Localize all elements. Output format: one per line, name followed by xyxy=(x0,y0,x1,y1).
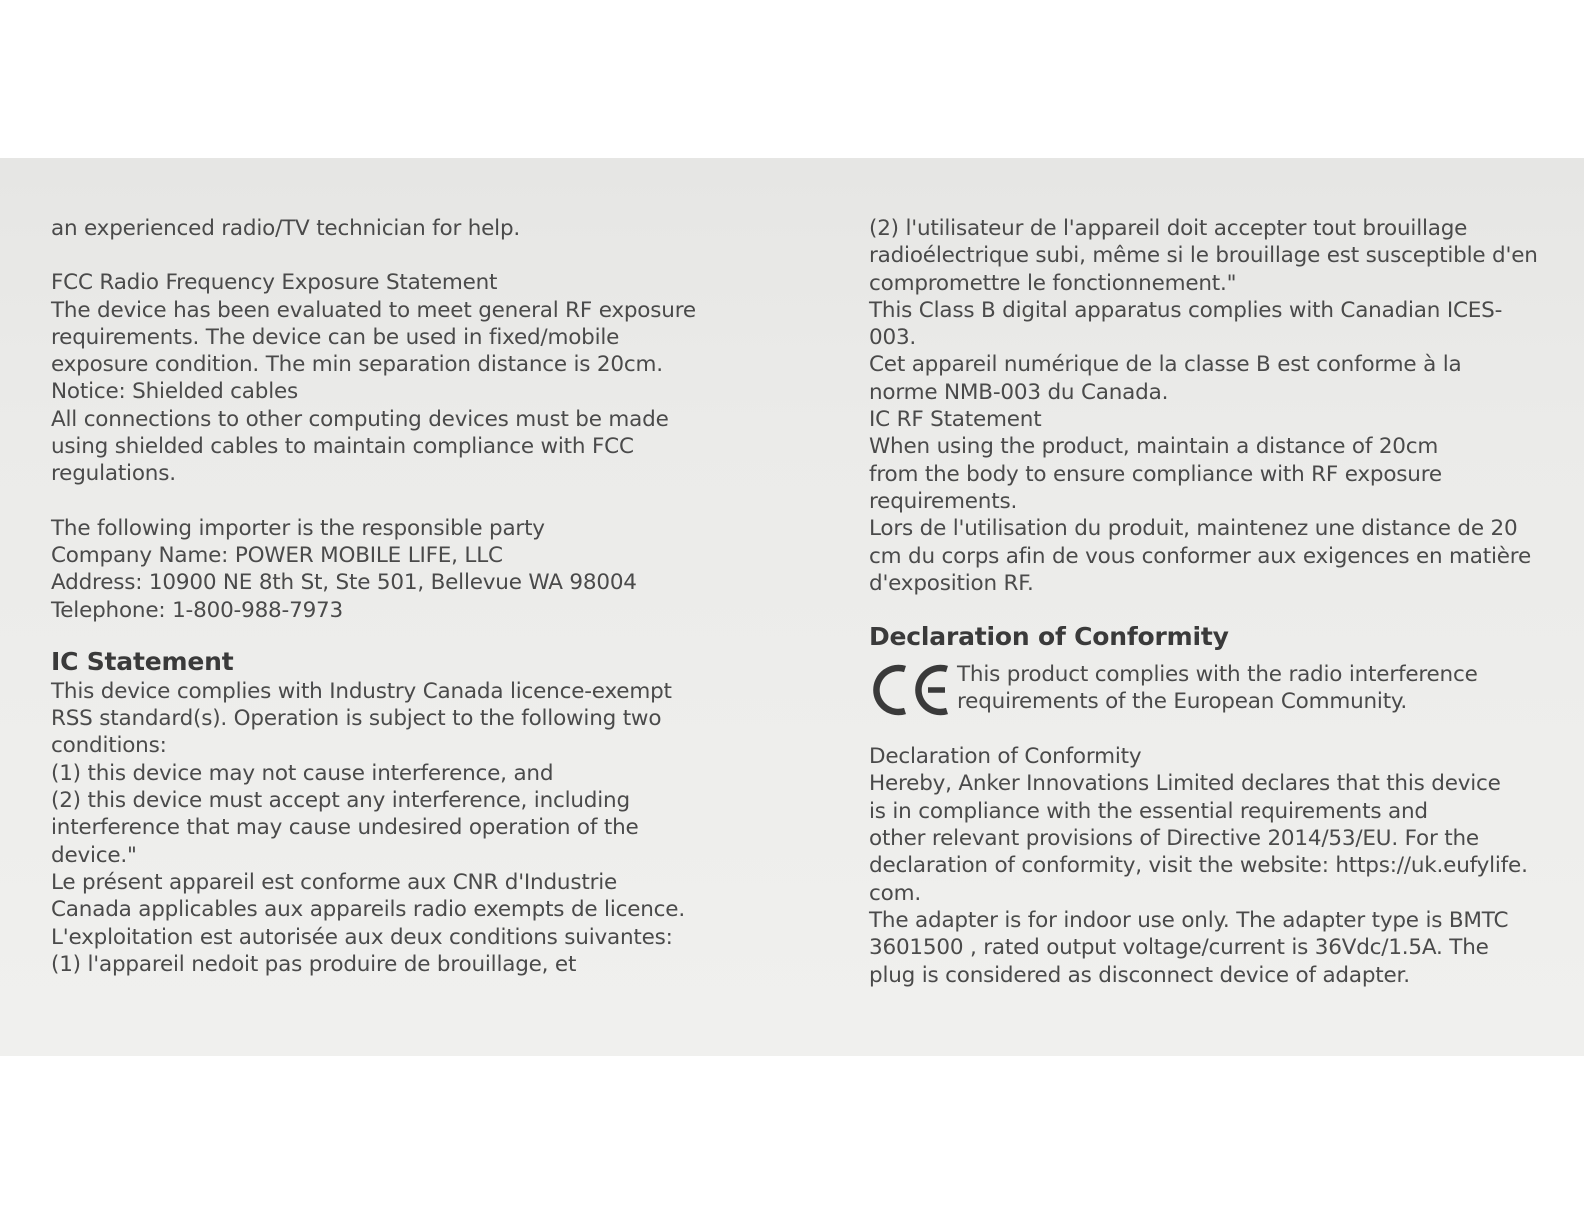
text-line: exposure condition. The min separation distance is 20cm. xyxy=(51,352,663,378)
text-line: (2) this device must accept any interference, including xyxy=(51,788,630,814)
text-line: from the body to ensure compliance with RF exposure xyxy=(869,461,1442,487)
text-line: regulations. xyxy=(51,461,176,487)
ce-mark-icon xyxy=(871,661,953,717)
text-line: plug is considered as disconnect device of adapter. xyxy=(869,962,1410,988)
text-line: The device has been evaluated to meet general RF exposure xyxy=(51,297,696,323)
text-line: Hereby, Anker Innovations Limited declares that this device xyxy=(869,771,1501,797)
company-address: Address: 10900 NE 8th St, Ste 501, Bellevue WA 98004 xyxy=(51,570,637,596)
text-line: radioélectrique subi, même si le brouillage est susceptible d'en xyxy=(869,243,1538,269)
text-line: 3601500 , rated output voltage/current is 36Vdc/1.5A. The xyxy=(869,935,1489,961)
ce-block xyxy=(869,661,1559,743)
text-line: Le présent appareil est conforme aux CNR d'Industrie xyxy=(51,869,618,895)
ic-statement-section xyxy=(51,646,731,978)
text-line: requirements of the European Community. xyxy=(957,689,1408,715)
fcc-rf-section xyxy=(51,269,731,487)
text-line: using shielded cables to maintain compliance with FCC xyxy=(51,434,634,460)
text-line: When using the product, maintain a distance of 20cm xyxy=(869,434,1439,460)
ce-statement xyxy=(957,661,1478,716)
text-line: (2) l'utilisateur de l'appareil doit accepter tout brouillage xyxy=(869,216,1468,241)
fcc-rf-title: FCC Radio Frequency Exposure Statement xyxy=(51,270,498,296)
text-line: RSS standard(s). Operation is subject to the following two xyxy=(51,706,662,732)
text-line: compromettre le fonctionnement." xyxy=(869,270,1237,296)
company-telephone: Telephone: 1-800-988-7973 xyxy=(51,597,344,623)
text-line: d'exposition RF. xyxy=(869,570,1034,596)
doc-subtitle: Declaration of Conformity xyxy=(869,744,1142,770)
notice-title: Notice: Shielded cables xyxy=(51,379,299,405)
text-line: Lors de l'utilisation du produit, maintenez une distance de 20 xyxy=(869,516,1518,542)
text-line: requirements. xyxy=(869,488,1018,514)
text-line: (1) this device may not cause interference, and xyxy=(51,760,554,786)
text-line: interference that may cause undesired operation of the xyxy=(51,815,639,841)
text-line: declaration of conformity, visit the website: https://uk.eufylife. xyxy=(869,853,1528,879)
right-column xyxy=(869,215,1559,989)
text-line: com. xyxy=(869,880,921,906)
text-line: requirements. The device can be used in fixed/mobile xyxy=(51,324,620,350)
company-name: Company Name: POWER MOBILE LIFE, LLC xyxy=(51,542,503,568)
intro-line: an experienced radio/TV technician for help. xyxy=(51,216,521,241)
importer-intro: The following importer is the responsible party xyxy=(51,515,545,541)
text-line: other relevant provisions of Directive 2014/53/EU. For the xyxy=(869,826,1479,852)
text-line: is in compliance with the essential requirements and xyxy=(869,798,1428,824)
left-column xyxy=(51,215,731,978)
ic-rf-title: IC RF Statement xyxy=(869,407,1042,433)
importer-section xyxy=(51,515,731,624)
text-line: L'exploitation est autorisée aux deux conditions suivantes: xyxy=(51,924,673,950)
text-line: This device complies with Industry Canada licence-exempt xyxy=(51,678,672,704)
text-line: This product complies with the radio interference xyxy=(957,662,1478,688)
ic-french-section xyxy=(869,215,1559,597)
text-line: Canada applicables aux appareils radio exempts de licence. xyxy=(51,897,685,923)
declaration-heading: Declaration of Conformity xyxy=(869,622,1229,652)
text-line: norme NMB-003 du Canada. xyxy=(869,379,1169,405)
text-line: (1) l'appareil nedoit pas produire de brouillage, et xyxy=(51,951,577,977)
text-line: This Class B digital apparatus complies with Canadian ICES- xyxy=(869,297,1503,323)
text-line: All connections to other computing devices must be made xyxy=(51,406,669,432)
text-line: device." xyxy=(51,842,137,868)
ic-statement-heading: IC Statement xyxy=(51,646,234,676)
text-line: cm du corps afin de vous conformer aux exigences en matière xyxy=(869,543,1531,569)
text-line: Cet appareil numérique de la classe B est conforme à la xyxy=(869,352,1462,378)
doc-section xyxy=(869,621,1559,989)
text-line: 003. xyxy=(869,325,917,351)
text-line: conditions: xyxy=(51,733,167,759)
text-line: The adapter is for indoor use only. The adapter type is BMTC xyxy=(869,907,1509,933)
